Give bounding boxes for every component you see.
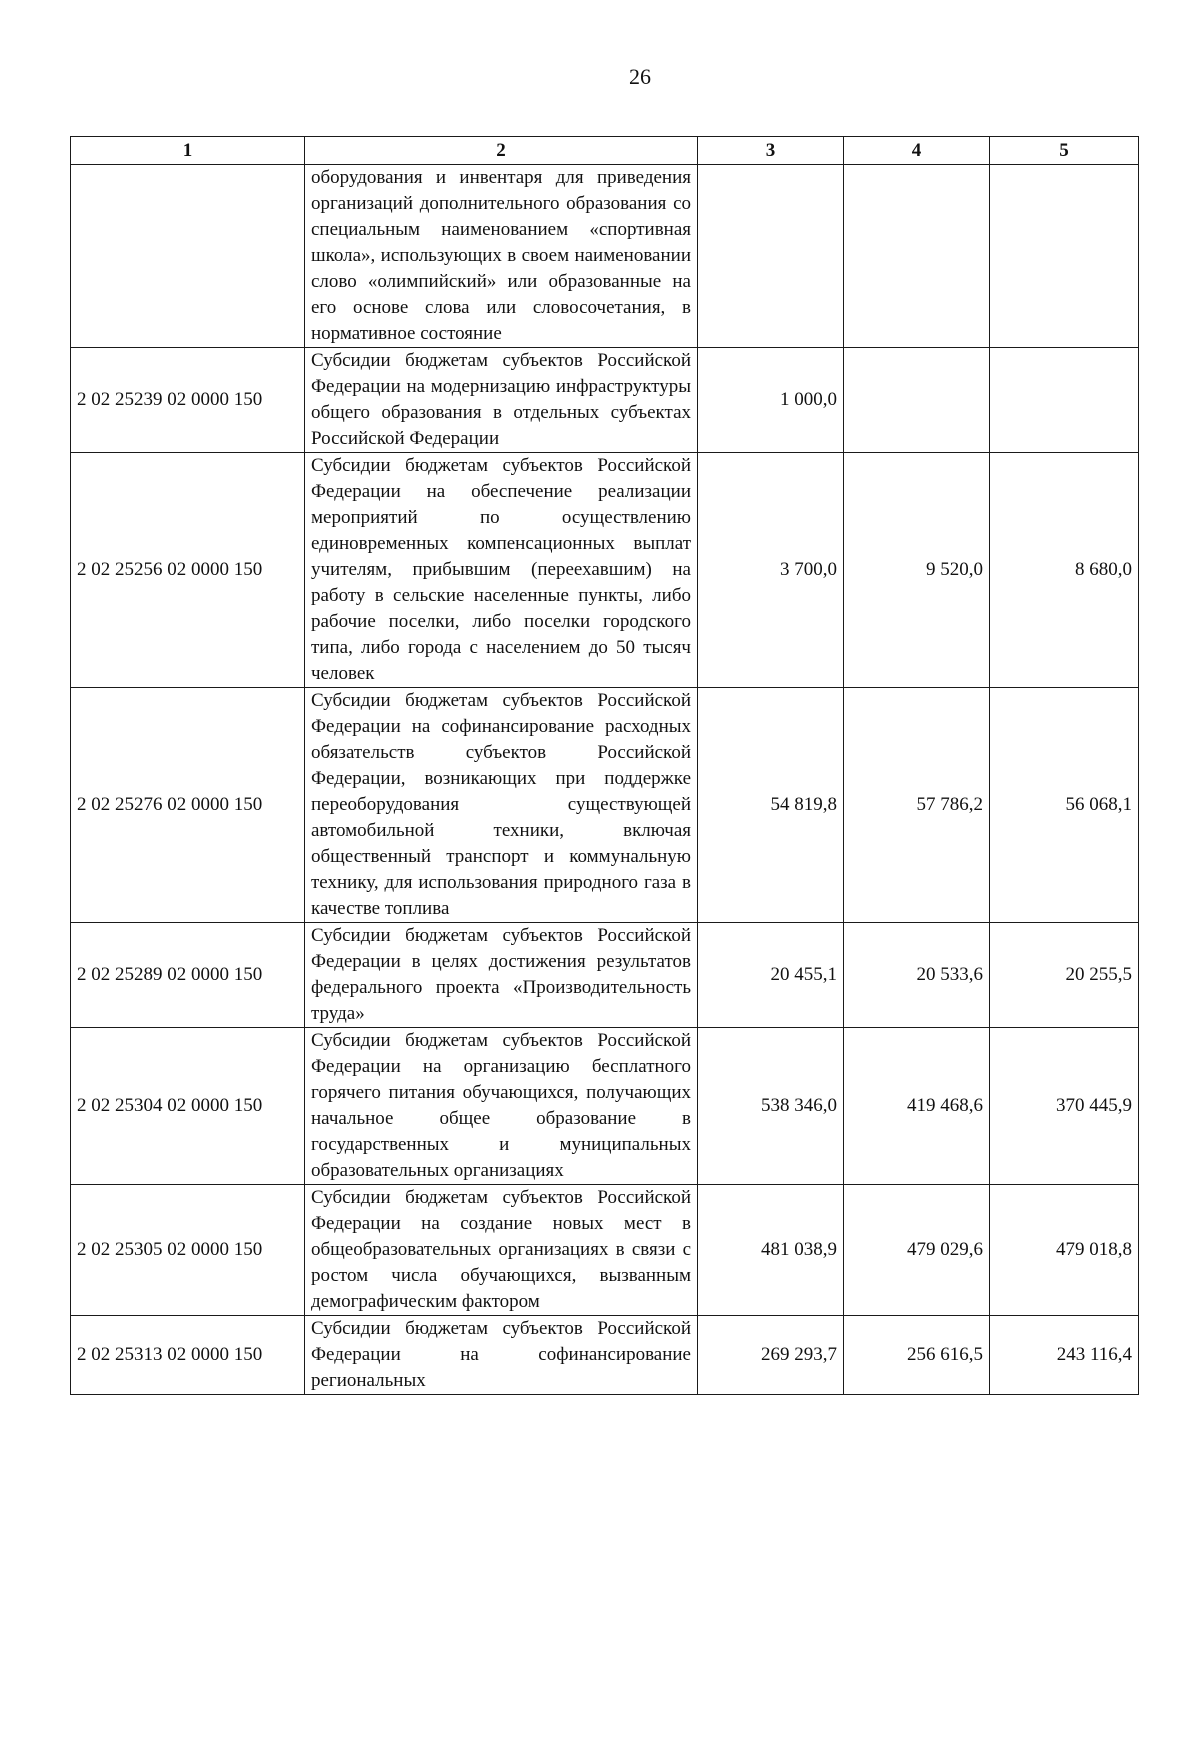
table-header-row	[71, 137, 1139, 165]
value-cell-col4: 479 029,6	[844, 1185, 990, 1316]
value-cell-col3: 538 346,0	[698, 1028, 844, 1185]
value-cell-col5	[990, 348, 1139, 453]
value-cell-col5	[990, 165, 1139, 348]
column-header-5: 5	[990, 137, 1139, 165]
description-cell: Субсидии бюджетам субъектов Российской Федерации на софинансирование расходных обязательств субъектов Российской Федерации, возникающих при поддержке переоборудования существующей автомобильной техники, включая общественный транспорт и коммунальную технику, для использования природного газа в качестве топлива	[305, 688, 698, 923]
budget-code-cell: 2 02 25239 02 0000 150	[71, 348, 305, 453]
value-cell-col5: 56 068,1	[990, 688, 1139, 923]
value-cell-col4: 9 520,0	[844, 453, 990, 688]
value-cell-col5: 243 116,4	[990, 1316, 1139, 1395]
value-cell-col4: 20 533,6	[844, 923, 990, 1028]
table-row	[71, 1316, 1139, 1395]
value-cell-col5: 8 680,0	[990, 453, 1139, 688]
column-header-3: 3	[698, 137, 844, 165]
value-cell-col4: 256 616,5	[844, 1316, 990, 1395]
budget-code-cell: 2 02 25313 02 0000 150	[71, 1316, 305, 1395]
value-cell-col3: 20 455,1	[698, 923, 844, 1028]
value-cell-col3: 481 038,9	[698, 1185, 844, 1316]
budget-table	[70, 136, 1139, 1395]
value-cell-col4	[844, 348, 990, 453]
budget-code-cell: 2 02 25304 02 0000 150	[71, 1028, 305, 1185]
value-cell-col4: 57 786,2	[844, 688, 990, 923]
value-cell-col5: 20 255,5	[990, 923, 1139, 1028]
budget-code-cell: 2 02 25276 02 0000 150	[71, 688, 305, 923]
budget-code-cell	[71, 165, 305, 348]
table-row	[71, 1028, 1139, 1185]
description-cell: оборудования и инвентаря для приведения организаций дополнительного образования со специальным наименованием «спортивная школа», использующих в своем наименовании слово «олимпийский» или образованные на его основе слова или словосочетания, в нормативное состояние	[305, 165, 698, 348]
column-header-1: 1	[71, 137, 305, 165]
table-row	[71, 348, 1139, 453]
value-cell-col4: 419 468,6	[844, 1028, 990, 1185]
value-cell-col5: 479 018,8	[990, 1185, 1139, 1316]
column-header-2: 2	[305, 137, 698, 165]
column-header-4: 4	[844, 137, 990, 165]
description-cell: Субсидии бюджетам субъектов Российской Федерации на софинансирование региональных	[305, 1316, 698, 1395]
table-row	[71, 453, 1139, 688]
description-cell: Субсидии бюджетам субъектов Российской Федерации на обеспечение реализации мероприятий по осуществлению единовременных компенсационных выплат учителям, прибывшим (переехавшим) на работу в сельские населенные пункты, либо рабочие поселки, либо поселки городского типа, либо города с населением до 50 тысяч человек	[305, 453, 698, 688]
value-cell-col5: 370 445,9	[990, 1028, 1139, 1185]
value-cell-col3: 269 293,7	[698, 1316, 844, 1395]
value-cell-col3	[698, 165, 844, 348]
value-cell-col3: 3 700,0	[698, 453, 844, 688]
description-cell: Субсидии бюджетам субъектов Российской Федерации в целях достижения результатов федерального проекта «Производительность труда»	[305, 923, 698, 1028]
table-row	[71, 688, 1139, 923]
budget-code-cell: 2 02 25289 02 0000 150	[71, 923, 305, 1028]
table-row	[71, 165, 1139, 348]
description-cell: Субсидии бюджетам субъектов Российской Федерации на организацию бесплатного горячего питания обучающихся, получающих начальное общее образование в государственных и муниципальных образовательных организациях	[305, 1028, 698, 1185]
value-cell-col4	[844, 165, 990, 348]
value-cell-col3: 54 819,8	[698, 688, 844, 923]
budget-code-cell: 2 02 25256 02 0000 150	[71, 453, 305, 688]
page-number: 26	[629, 64, 651, 89]
description-cell: Субсидии бюджетам субъектов Российской Федерации на модернизацию инфраструктуры общего образования в отдельных субъектах Российской Федерации	[305, 348, 698, 453]
table-row	[71, 923, 1139, 1028]
table-row	[71, 1185, 1139, 1316]
value-cell-col3: 1 000,0	[698, 348, 844, 453]
budget-code-cell: 2 02 25305 02 0000 150	[71, 1185, 305, 1316]
description-cell: Субсидии бюджетам субъектов Российской Федерации на создание новых мест в общеобразовательных организациях в связи с ростом числа обучающихся, вызванным демографическим фактором	[305, 1185, 698, 1316]
